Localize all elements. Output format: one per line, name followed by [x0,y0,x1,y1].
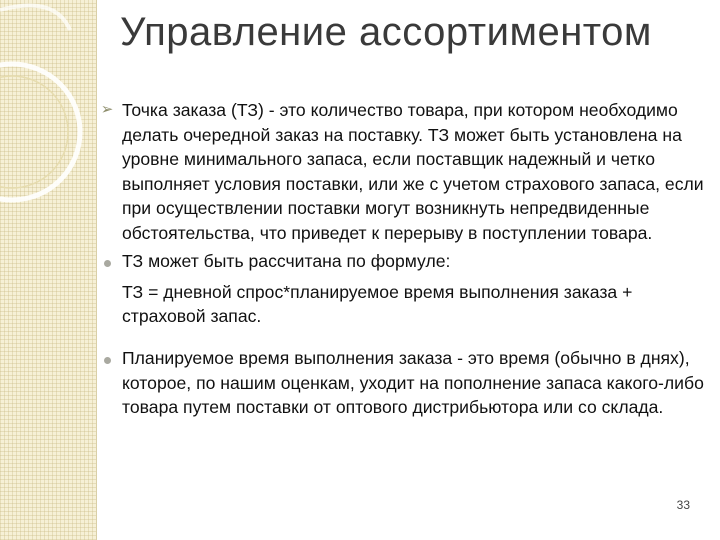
page-number: 33 [676,498,690,512]
slide-title: Управление ассортиментом [120,10,652,54]
dot-bullet-icon [104,357,111,364]
bullet-text: Точка заказа (ТЗ) - это количество товара, при котором необходимо делать очередной заказ на поставку. ТЗ может быть установлена на уровне минимального запаса, если поставщик надежный и четко выполняет условия поставки, или же с учетом страхового запаса, если при осуществлении поставки могут возникнуть непредвиденные обстоятельства, что приведет к перерыву в поступлении товара. [122,100,704,243]
arrow-bullet-icon: ➢ [100,101,114,118]
slide-content [100,98,710,420]
bullet-text: Планируемое время выполнения заказа - это время (обычно в днях), которое, по нашим оценкам, уходит на пополнение запаса какого-либо товара путем поставки от оптового дистрибьютора или со склада. [122,348,704,418]
bullet-text: ТЗ может быть рассчитана по формуле: [122,251,451,271]
bullet-item-order-point [100,98,710,245]
dot-bullet-icon [104,260,111,267]
bullet-item-lead-time [100,346,710,420]
formula-text: ТЗ = дневной спрос*планируемое время выполнения заказа + страховой запас. [122,281,633,326]
bullet-item-formula-intro [100,249,710,274]
